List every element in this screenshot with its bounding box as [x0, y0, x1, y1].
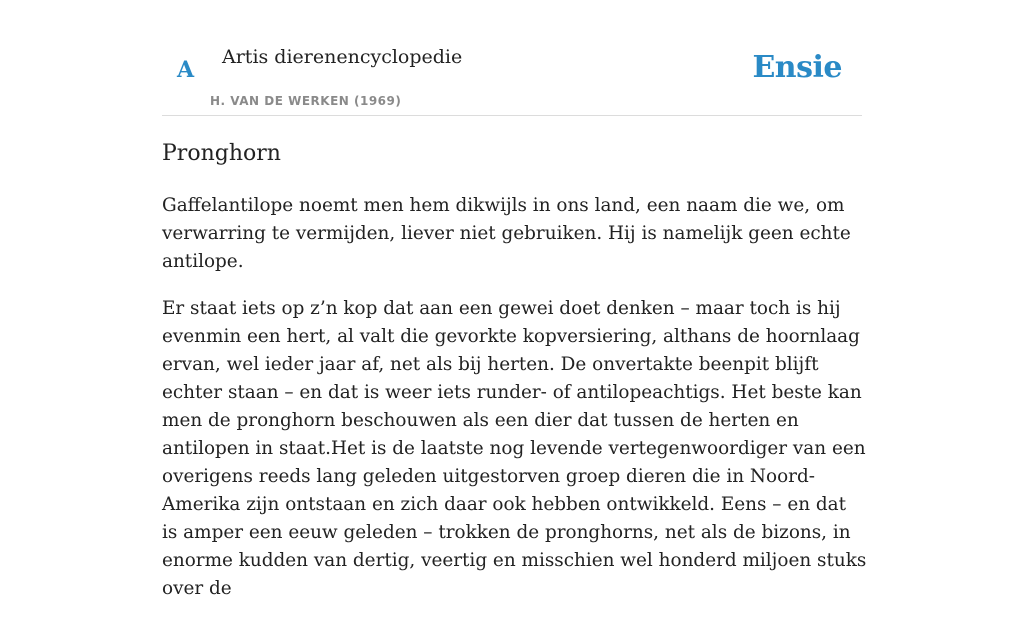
- book-title: Artis dierenencyclopedie: [222, 46, 463, 68]
- article-paragraph: Er staat iets op z’n kop dat aan een gewei doet denken – maar toch is hij evenmin een hert, al valt die gevorkte kopversiering, althans de hoornlaag ervan, wel ieder jaar af, net als bij herten. De onvertakte beenpit blijft echter staan – en dat is weer iets runder- of antilopeachtigs. Het beste kan men de pronghorn beschouwen als een dier dat tussen de herten en antilopen in staat.Het is de laatste nog levende vertegenwoordiger van een overigens reeds lang geleden uitgestorven groep dieren die in Noord-Amerika zijn ontstaan en zich daar ook hebben ontwikkeld. Eens – en dat is amper een eeuw geleden – trokken de pronghorns, net als de bizons, in enorme kudden van dertig, veertig en misschien wel honderd miljoen stuks over de: [162, 298, 867, 599]
- article: [162, 138, 867, 622]
- ensie-logo-link[interactable]: Ensie: [752, 50, 842, 85]
- book-header: [162, 30, 862, 116]
- article-title: Pronghorn: [162, 141, 281, 166]
- article-paragraph: Gaffelantilope noemt men hem dikwijls in ons land, een naam die we, om verwarring te vermijden, liever niet gebruiken. Hij is namelijk geen echte antilope.: [162, 195, 851, 272]
- index-letter-link[interactable]: A: [177, 57, 195, 83]
- book-author: H. VAN DE WERKEN (1969): [210, 94, 402, 108]
